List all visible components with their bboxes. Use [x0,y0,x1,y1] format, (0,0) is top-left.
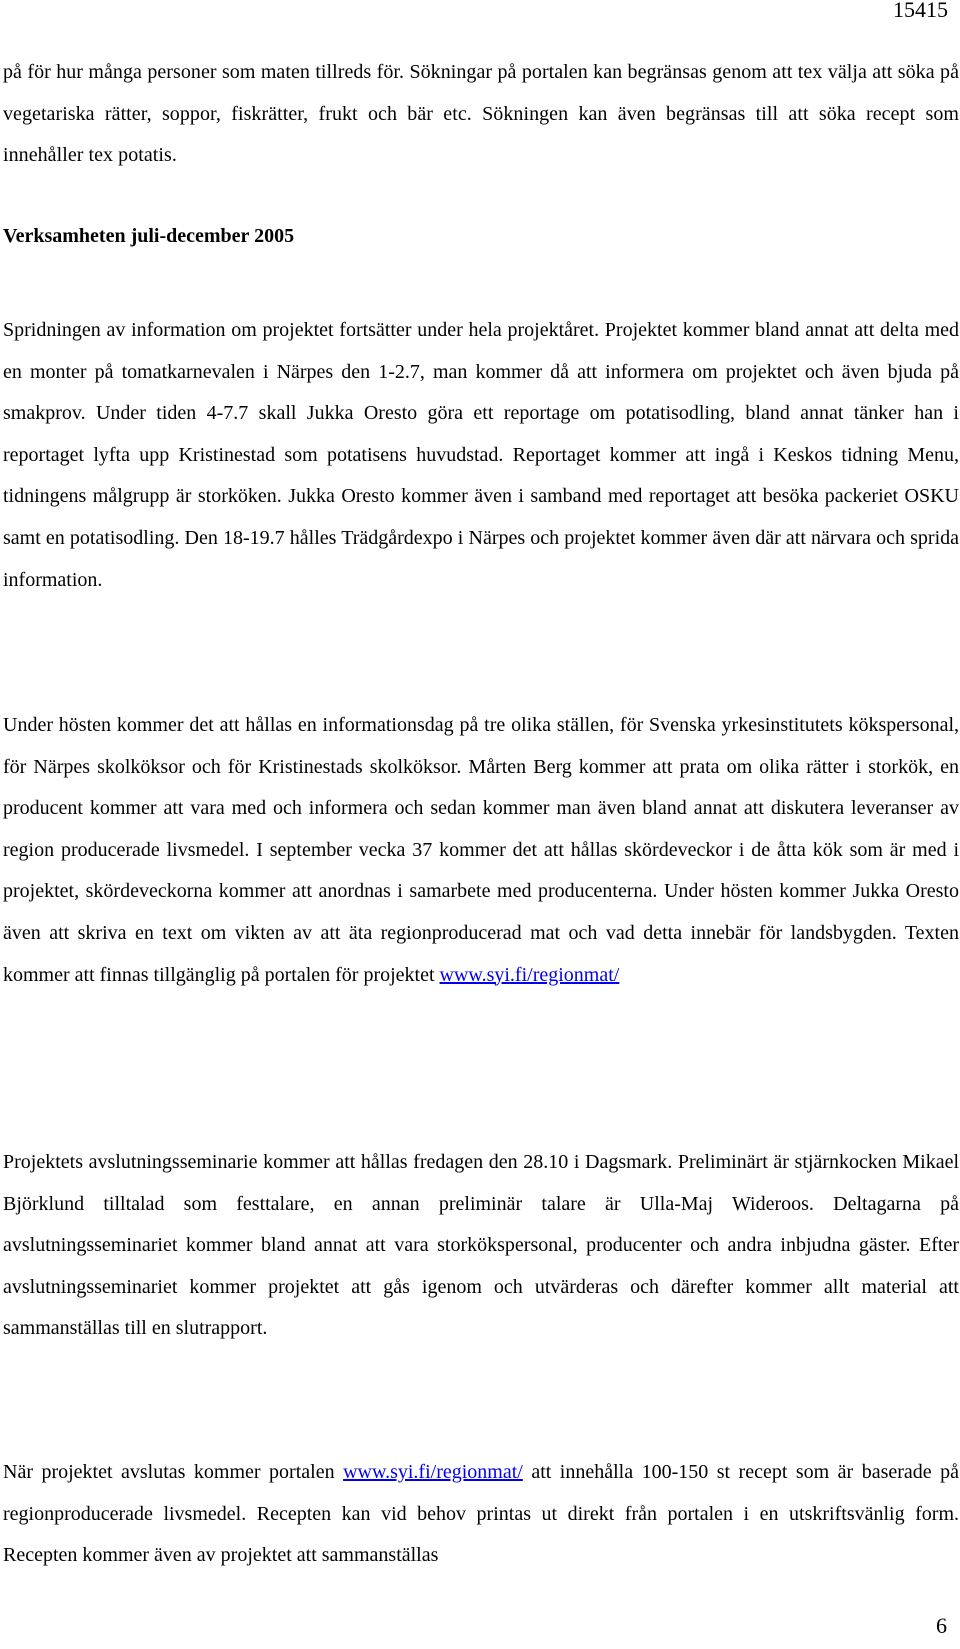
paragraph-portal-recipes [3,1452,959,1577]
regionmat-link-2[interactable]: www.syi.fi/regionmat/ [343,1461,523,1483]
regionmat-link[interactable]: www.syi.fi/regionmat/ [439,963,620,986]
document-number: 15415 [893,0,948,22]
paragraph-autumn-activities [3,705,959,996]
paragraph-closing-seminar: Projektets avslutningsseminarie kommer att hållas fredagen den 28.10 i Dagsmark. Preliminärt är stjärnkocken Mikael Björklund tilltalad som festtalare, en annan preliminär talare är Ulla-Maj Wideroos. Deltagarna på avslutningsseminariet kommer bland annat att vara storkökspersonal, producenter och andra inbjudna gäster. Efter avslutningsseminariet kommer projektet att gås igenom och utvärderas och därefter kommer allt material att sammanställas till en slutrapport. [3,1151,959,1339]
intro-paragraph: på för hur många personer som maten tillreds för. Sökningar på portalen kan begränsas genom att tex välja att söka på vegetariska rätter, soppor, fiskrätter, frukt och bär etc. Sökningen kan även begränsas till att söka recept som innehåller tex potatis. [3,61,959,166]
paragraph-information-spread: Spridningen av information om projektet fortsätter under hela projektåret. Projektet kommer bland annat att delta med en monter på tomatkarnevalen i Närpes den 1-2.7, man kommer då att informera om projektet och även bjuda på smakprov. Under tiden 4-7.7 skall Jukka Oresto göra ett reportage om potatisodling, bland annat tänker han i reportaget lyfta upp Kristinestad som potatisens huvudstad. Reportaget kommer att ingå i Keskos tidning Menu, tidningens målgrupp är storköken. Jukka Oresto kommer även i samband med reportaget att besöka packeriet OSKU samt en potatisodling. Den 18-19.7 hålles Trädgårdexpo i Närpes och projektet kommer även där att närvara och sprida information. [3,319,959,591]
page-number: 6 [936,1613,947,1638]
section-heading: Verksamheten juli-december 2005 [3,225,295,247]
paragraph-autumn-text: Under hösten kommer det att hållas en informationsdag på tre olika ställen, för Svenska yrkesinstitutets kökspersonal, för Närpes skolköksor och för Kristinestads skolköksor. Mårten Berg kommer att prata om olika rätter i storkök, en producent kommer att vara med och informera och sedan kommer man även bland annat att diskutera leveranser av region producerade livsmedel. I september vecka 37 kommer det att hållas skördeveckor i de åtta kök som är med i projektet, skördeveckorna kommer att anordnas i samarbete med producenterna. Under hösten kommer Jukka Oresto även att skriva en text om vikten av att äta regionproducerad mat och vad detta innebär för landsbygden. Texten kommer att finnas tillgänglig på portalen för projektet [3,714,959,986]
paragraph-portal-text-after: att innehålla 100-150 st recept som är baserade på regionproducerade livsmedel. Recepten kan vid behov printas ut direkt från portalen i en utskriftsvänlig form. Recepten kommer även av projektet att sammanställas [3,1461,959,1566]
paragraph-portal-text-before: När projektet avslutas kommer portalen [3,1461,344,1483]
